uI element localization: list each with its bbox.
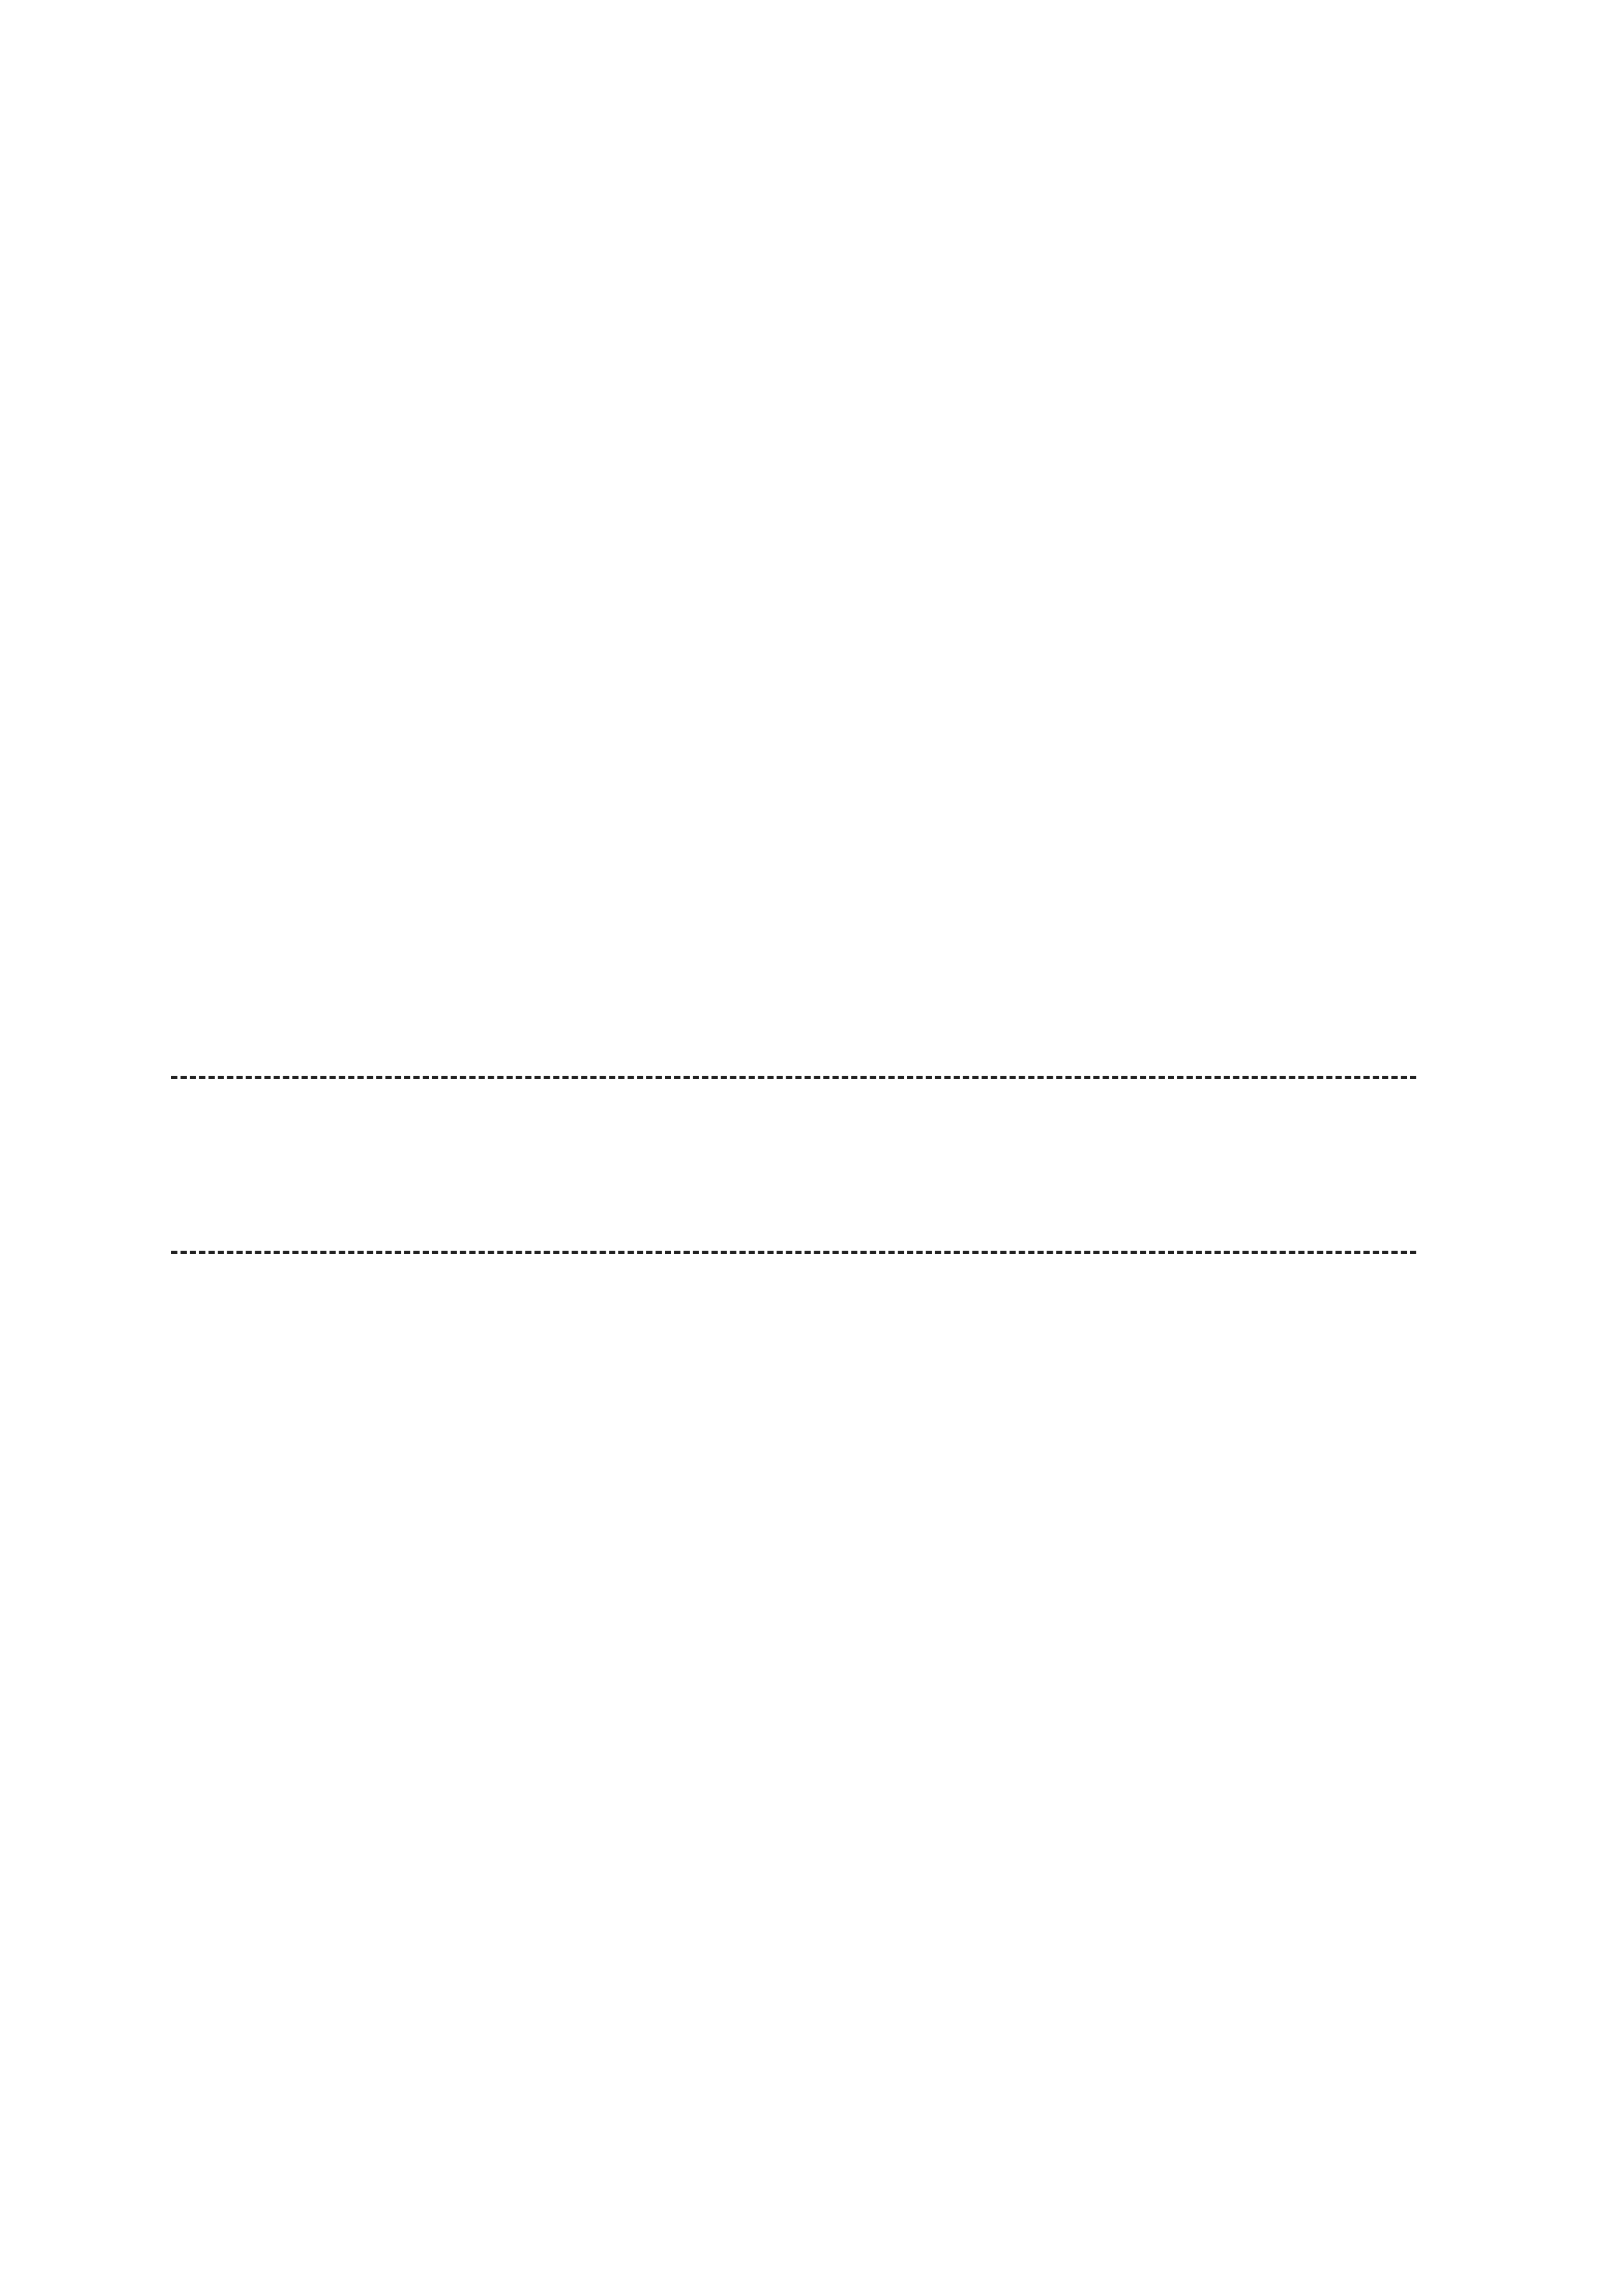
- table-header: [171, 1084, 1447, 1251]
- table-header-rule: [171, 1251, 1416, 1254]
- table-top-rule: [171, 1076, 1416, 1079]
- table-body: [171, 1273, 1447, 1522]
- defects-table: [171, 1076, 1447, 1522]
